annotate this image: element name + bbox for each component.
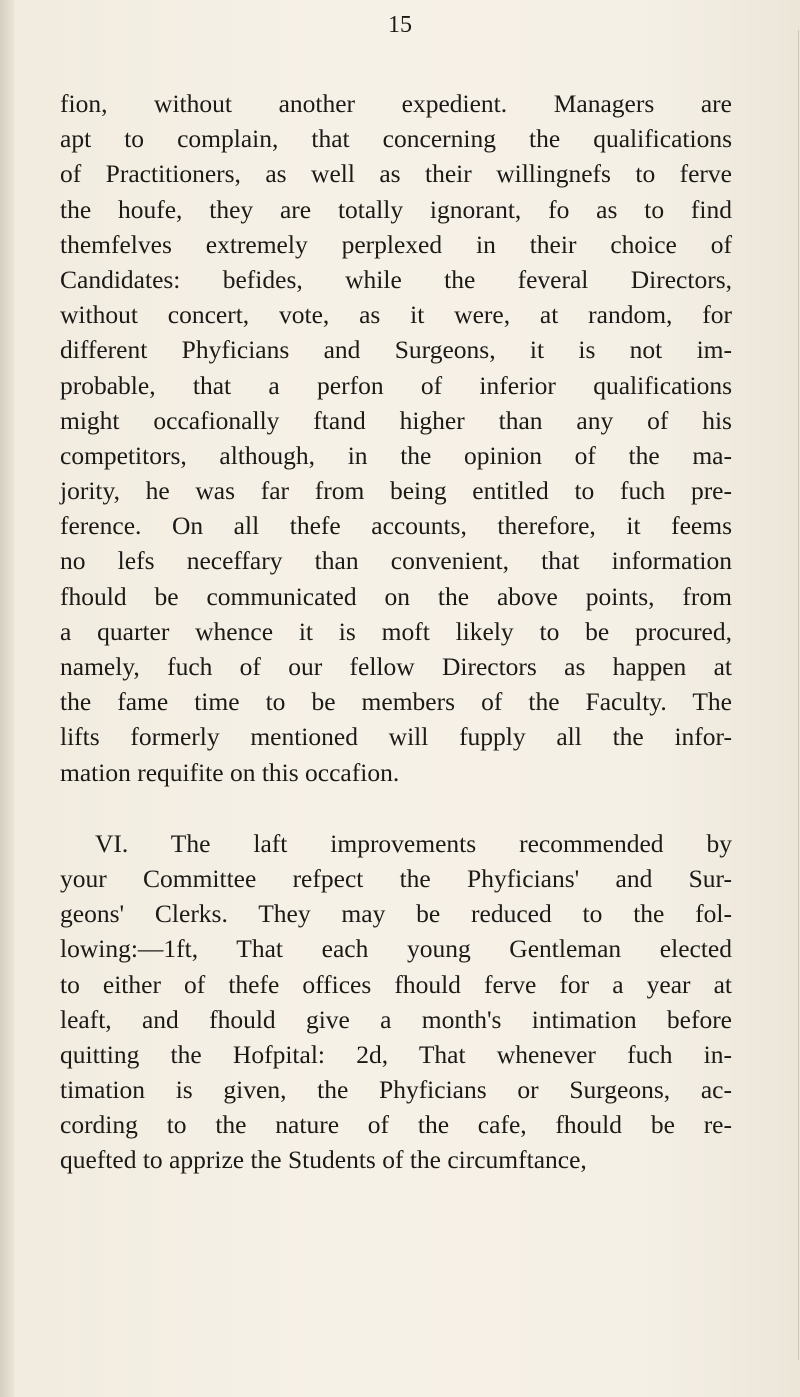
text-line: probable, that a perfon of inferior qualifications [60,370,732,400]
page-gutter [0,0,14,1397]
paragraph-1 [60,86,732,790]
text-line: without concert, vote, as it were, at random, for [60,300,732,330]
text-line: mation requifite on this occafion. [60,757,400,787]
text-line: lifts formerly mentioned will fupply all the infor- [60,722,732,752]
text-line: themfelves extremely perplexed in their choice of [60,229,732,259]
text-line: the houfe, they are totally ignorant, fo as to find [60,194,732,224]
text-line: timation is given, the Phyficians or Surgeons, ac- [60,1075,732,1105]
text-line: a quarter whence it is moft likely to be procured, [60,616,732,646]
text-line: lowing:—1ft, That each young Gentleman elected [60,934,732,964]
page-number: 15 [388,12,412,38]
text-line: might occafionally ftand higher than any of his [60,405,732,435]
paragraph-gap [60,790,732,826]
paragraph-2 [60,826,732,1178]
text-line: VI. The laft improvements recommended by [95,828,732,858]
text-line: geons' Clerks. They may be reduced to the fol- [60,899,732,929]
text-line: quitting the Hofpital: 2d, That whenever fuch in- [60,1039,732,1069]
text-line: apt to complain, that concerning the qualifications [60,124,732,154]
text-line: fhould be communicated on the above points, from [60,581,732,611]
text-line: leaft, and fhould give a month's intimation before [60,1004,732,1034]
text-line: no lefs neceffary than convenient, that information [60,546,732,576]
text-line: fion, without another expedient. Managers are [60,89,732,118]
text-line: ference. On all thefe accounts, therefore, it feems [60,511,732,541]
text-line: to either of thefe offices fhould ferve for a year at [60,969,732,999]
body-text [60,86,732,1178]
text-line: namely, fuch of our fellow Directors as happen at [60,652,732,681]
text-line: of Practitioners, as well as their willingnefs to ferve [60,159,732,189]
text-line: Candidates: befides, while the feveral Directors, [60,264,732,294]
text-line: cording to the nature of the cafe, fhould be re- [60,1110,732,1140]
text-line: jority, he was far from being entitled to fuch pre- [60,476,732,506]
text-line: different Phyficians and Surgeons, it is not im- [60,335,732,365]
text-line: your Committee refpect the Phyficians' and Sur- [60,863,732,893]
text-line: competitors, although, in the opinion of the ma- [60,440,732,470]
page-edge-line [798,30,799,1360]
text-line: the fame time to be members of the Faculty. The [60,687,732,717]
text-line: quefted to apprize the Students of the circumftance, [60,1145,587,1175]
